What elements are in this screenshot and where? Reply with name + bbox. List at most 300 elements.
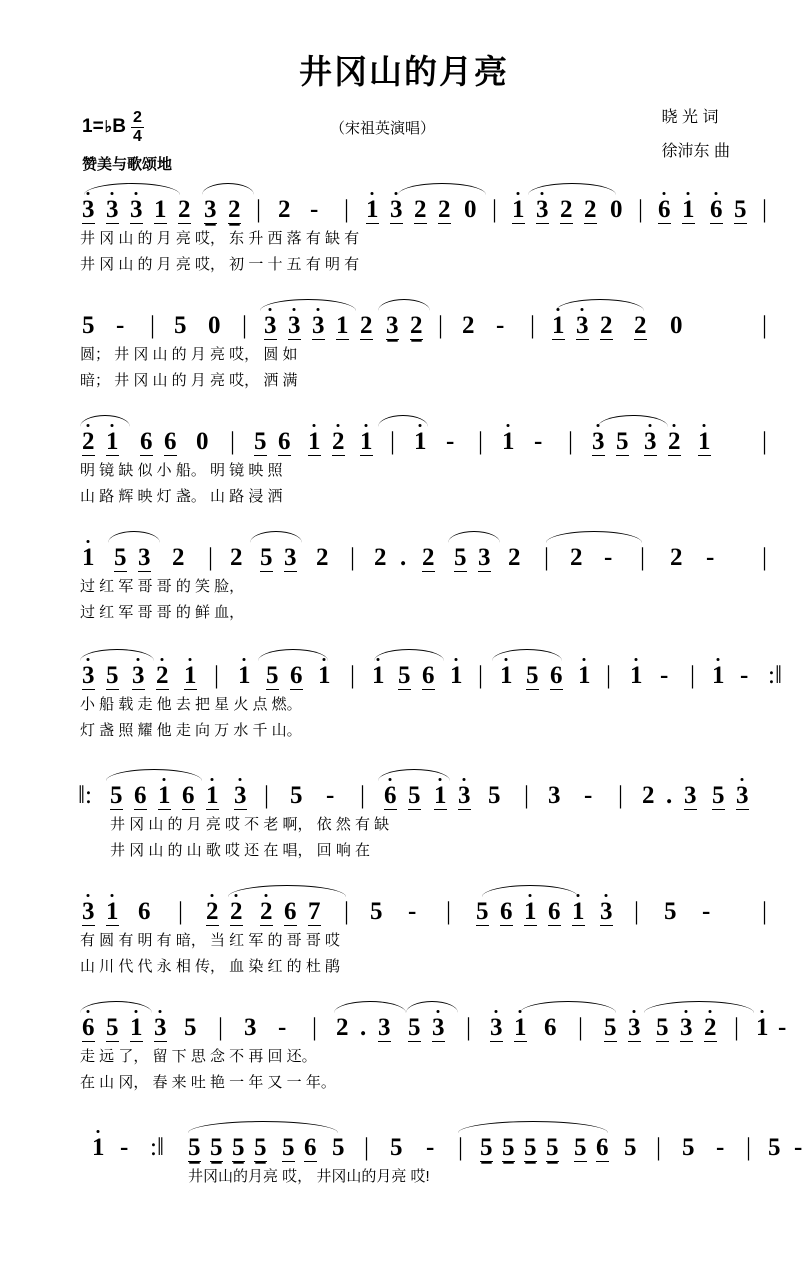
note: 1 [450, 662, 463, 689]
note: - [604, 544, 613, 571]
note: 5 [398, 662, 411, 689]
note: 3 [82, 196, 95, 223]
note: 6 [384, 782, 397, 809]
note: . [360, 1014, 367, 1041]
header-block [0, 93, 808, 171]
barline: | [458, 1134, 464, 1161]
lyric-text: 暗； 井 冈 山 的 月 亮 哎， 洒 满 [80, 372, 298, 389]
note: 6 [82, 1014, 95, 1041]
barline: | [734, 1014, 740, 1041]
lyric-line-5-verse-1 [78, 697, 730, 723]
lyric-text: 井 冈 山 的 月 亮 哎， 东 升 西 落 有 缺 有 [80, 230, 360, 247]
notation-line-8 [78, 1003, 787, 1049]
note: 1 [524, 898, 537, 925]
note: - [534, 428, 543, 455]
music-system-9 [78, 1123, 803, 1193]
note: 5 [106, 1014, 119, 1041]
slur [188, 1121, 338, 1133]
note: 2 [316, 544, 329, 571]
repeat-barline-end: :‖ [150, 1134, 164, 1161]
music-system-1 [78, 185, 768, 283]
note: 5 [524, 1134, 537, 1161]
note: 1 [336, 312, 349, 339]
note: 3 [628, 1014, 641, 1041]
slur [458, 1121, 608, 1133]
note: 5 [266, 662, 279, 689]
note: 2 [206, 898, 219, 925]
note: 1 [698, 428, 711, 455]
note: 1 [572, 898, 585, 925]
note: 5 [282, 1134, 295, 1161]
lyric-line-7-verse-2 [78, 959, 730, 985]
note: - [116, 312, 125, 339]
barline: | [690, 662, 696, 689]
barline: | [466, 1014, 472, 1041]
note: 5 [210, 1134, 223, 1161]
note: - [278, 1014, 287, 1041]
lyric-text: 小 船 载 走 他 去 把 星 火 点 燃。 [80, 696, 302, 713]
note: - [660, 662, 669, 689]
lyric-text: 井 冈 山 的 山 歌 哎 还 在 唱， 回 响 在 [110, 842, 371, 859]
note: 1 [158, 782, 171, 809]
note: 2 [374, 544, 387, 571]
slur [84, 183, 180, 195]
notation-line-4 [78, 533, 768, 579]
barline: | [578, 1014, 584, 1041]
note: 1 [82, 544, 95, 571]
barline: | [350, 662, 356, 689]
lyric-line-6-verse-2 [78, 843, 730, 869]
barline: | [492, 196, 498, 223]
note: 1 [154, 196, 167, 223]
note: 3 [284, 544, 297, 571]
barline: | [446, 898, 452, 925]
note: 5 [480, 1134, 493, 1161]
note: 2 [570, 544, 583, 571]
note: 2 [668, 428, 681, 455]
music-system-4 [78, 533, 768, 631]
note: 1 [238, 662, 251, 689]
note: 5 [768, 1134, 781, 1161]
note: 5 [476, 898, 489, 925]
slur [406, 1001, 458, 1013]
notation-line-6 [78, 771, 749, 817]
barline: | [214, 662, 220, 689]
note: 3 [138, 544, 151, 571]
note: 2 [584, 196, 597, 223]
slur [598, 415, 668, 427]
notation-line-9 [78, 1123, 803, 1169]
note: 5 [114, 544, 127, 571]
barline: | [312, 1014, 318, 1041]
music-system-8 [78, 1003, 787, 1101]
barline: | [344, 196, 350, 223]
note: 1 [130, 1014, 143, 1041]
notation-line-2 [78, 301, 768, 347]
barline: | [762, 312, 768, 339]
slur [644, 1001, 754, 1013]
note: 6 [284, 898, 297, 925]
note: 3 [490, 1014, 503, 1041]
notation-line-5 [78, 651, 782, 697]
note: 1 [512, 196, 525, 223]
note: - [326, 782, 335, 809]
lyric-line-8-verse-2 [78, 1075, 730, 1101]
lyric-line-1-verse-2 [78, 257, 730, 283]
note: 6 [140, 428, 153, 455]
barline: | [150, 312, 156, 339]
slur [80, 649, 154, 661]
note: 3 [432, 1014, 445, 1041]
barline: | [762, 196, 768, 223]
note: 5 [174, 312, 187, 339]
note: - [496, 312, 505, 339]
slur [448, 531, 500, 543]
note: 5 [184, 1014, 197, 1041]
note: - [408, 898, 417, 925]
note: 5 [502, 1134, 515, 1161]
note: 3 [82, 662, 95, 689]
lyric-text: 井 冈 山 的 月 亮 哎 不 老 啊， 依 然 有 缺 [110, 816, 390, 833]
note: 1 [414, 428, 427, 455]
note: 5 [734, 196, 747, 223]
note: 3 [82, 898, 95, 925]
note: 1 [578, 662, 591, 689]
repeat-barline-start: ‖: [78, 782, 92, 809]
lyric-line-8-verse-1 [78, 1049, 730, 1075]
note: 1 [500, 662, 513, 689]
notation-line-7 [78, 887, 768, 933]
notation-line-1 [78, 185, 768, 231]
note: 3 [736, 782, 749, 809]
lyric-text: 在 山 冈， 春 来 吐 艳 一 年 又 一 年。 [80, 1074, 336, 1091]
note: 5 [656, 1014, 669, 1041]
note: - [702, 898, 711, 925]
performer-note: （宋祖英演唱） [330, 120, 436, 137]
note: 1 [712, 662, 725, 689]
note: - [794, 1134, 803, 1161]
note: 0 [208, 312, 221, 339]
slur [546, 531, 642, 543]
note: 1 [92, 1134, 105, 1161]
note: 1 [366, 196, 379, 223]
note: 6 [710, 196, 723, 223]
music-system-5 [78, 651, 782, 749]
key-flat-icon: ♭ [104, 118, 113, 136]
barline: | [242, 312, 248, 339]
barline: | [390, 428, 396, 455]
note: - [446, 428, 455, 455]
barline: | [364, 1134, 370, 1161]
barline: | [218, 1014, 224, 1041]
lyric-text: 走 远 了， 留 下 思 念 不 再 回 还。 [80, 1048, 317, 1065]
barline: | [256, 196, 262, 223]
note: 6 [182, 782, 195, 809]
note: 5 [254, 1134, 267, 1161]
note: 3 [576, 312, 589, 339]
note: 2 [360, 312, 373, 339]
music-system-3 [78, 417, 768, 515]
slur [228, 885, 346, 897]
barline: | [360, 782, 366, 809]
note: 6 [550, 662, 563, 689]
lyric-text: 井 冈 山 的 月 亮 哎， 初 一 十 五 有 明 有 [80, 256, 360, 273]
note: 5 [574, 1134, 587, 1161]
barline: | [762, 544, 768, 571]
note: 2 [82, 428, 95, 455]
note: 1 [434, 782, 447, 809]
repeat-barline-end: :‖ [768, 662, 782, 689]
note: 2 [422, 544, 435, 571]
note: 2 [438, 196, 451, 223]
note: 1 [756, 1014, 769, 1041]
note: 5 [110, 782, 123, 809]
note: 5 [546, 1134, 559, 1161]
note: 2 [462, 312, 475, 339]
note: 2 [410, 312, 423, 339]
time-signature [131, 110, 144, 145]
note: 3 [244, 1014, 257, 1041]
barline: | [524, 782, 530, 809]
note: 5 [604, 1014, 617, 1041]
note: 5 [260, 544, 273, 571]
note: 6 [422, 662, 435, 689]
note: 1 [360, 428, 373, 455]
note: 3 [458, 782, 471, 809]
tempo-expression-mark: 赞美与歌颂地 [82, 156, 173, 173]
note: 5 [526, 662, 539, 689]
note: 5 [488, 782, 501, 809]
music-system-6 [78, 771, 749, 869]
barline: | [640, 544, 646, 571]
note: 2 [670, 544, 683, 571]
note: 3 [154, 1014, 167, 1041]
lyric-line-4-verse-1 [78, 579, 730, 605]
note: 2 [634, 312, 647, 339]
barline: | [762, 428, 768, 455]
barline: | [618, 782, 624, 809]
note: 5 [390, 1134, 403, 1161]
note: 6 [304, 1134, 317, 1161]
slur [492, 649, 562, 661]
note: 5 [616, 428, 629, 455]
note: 1 [502, 428, 515, 455]
note: 2 [228, 196, 241, 223]
note: . [400, 544, 407, 571]
note: 1 [106, 898, 119, 925]
note: 3 [600, 898, 613, 925]
note: 6 [596, 1134, 609, 1161]
note: 2 [642, 782, 655, 809]
note: 0 [610, 196, 623, 223]
note: 2 [230, 898, 243, 925]
note: 2 [260, 898, 273, 925]
note: - [584, 782, 593, 809]
lyric-line-3-verse-2 [78, 489, 730, 515]
note: 5 [232, 1134, 245, 1161]
note: 1 [682, 196, 695, 223]
lyric-text: 有 圆 有 明 有 暗， 当 红 军 的 哥 哥 哎 [80, 932, 341, 949]
barline: | [746, 1134, 752, 1161]
lyric-text: 过 红 军 哥 哥 的 鲜 血， [80, 604, 245, 621]
barline: | [178, 898, 184, 925]
barline: | [568, 428, 574, 455]
note: 3 [234, 782, 247, 809]
notation-line-3 [78, 417, 768, 463]
barline: | [478, 428, 484, 455]
barline: | [656, 1134, 662, 1161]
note: 3 [644, 428, 657, 455]
barline: | [634, 898, 640, 925]
note: 1 [552, 312, 565, 339]
barline: | [344, 898, 350, 925]
note: 1 [206, 782, 219, 809]
note: 3 [106, 196, 119, 223]
note: 5 [82, 312, 95, 339]
note: 2 [278, 196, 291, 223]
slur [202, 183, 254, 195]
note: 3 [386, 312, 399, 339]
note: 3 [680, 1014, 693, 1041]
note: 1 [184, 662, 197, 689]
slur [334, 1001, 406, 1013]
note: 3 [684, 782, 697, 809]
lyric-text: 山 川 代 代 永 相 传， 血 染 红 的 杜 鹃 [80, 958, 341, 975]
lyric-text: 过 红 军 哥 哥 的 笑 脸， [80, 578, 245, 595]
note: 5 [712, 782, 725, 809]
lyric-line-6-verse-1 [78, 817, 730, 843]
note: 2 [230, 544, 243, 571]
lyric-text: 井冈山的月亮 哎， 井冈山的月亮 哎! [188, 1168, 430, 1185]
barline: | [230, 428, 236, 455]
barline: | [264, 782, 270, 809]
note: 6 [138, 898, 151, 925]
note: 5 [254, 428, 267, 455]
note: 2 [704, 1014, 717, 1041]
note: 3 [478, 544, 491, 571]
note: 2 [508, 544, 521, 571]
note: 7 [308, 898, 321, 925]
slur [556, 299, 644, 311]
note: 3 [130, 196, 143, 223]
note: 3 [592, 428, 605, 455]
note: 1 [372, 662, 385, 689]
note: - [716, 1134, 725, 1161]
note: 0 [464, 196, 477, 223]
note: 2 [156, 662, 169, 689]
note: 1 [318, 662, 331, 689]
slur [520, 1001, 616, 1013]
music-system-2 [78, 301, 768, 399]
note: 5 [624, 1134, 637, 1161]
note: 3 [312, 312, 325, 339]
slur [260, 299, 356, 311]
lyric-line-4-verse-2 [78, 605, 730, 631]
key-label: 1= [82, 115, 104, 137]
key-name: B [112, 115, 126, 137]
note: 1 [630, 662, 643, 689]
note: 5 [682, 1134, 695, 1161]
note: 3 [536, 196, 549, 223]
note: 6 [290, 662, 303, 689]
barline: | [350, 544, 356, 571]
lyric-line-3-verse-1 [78, 463, 730, 489]
note: 2 [414, 196, 427, 223]
note: 1 [514, 1014, 527, 1041]
lyric-line-2-verse-1 [78, 347, 730, 373]
lyric-line-1-verse-1 [78, 231, 730, 257]
slur [258, 649, 328, 661]
lyric-text: 明 镜 缺 似 小 船。 明 镜 映 照 [80, 462, 283, 479]
note: 2 [172, 544, 185, 571]
note: 3 [264, 312, 277, 339]
credits-block [662, 101, 730, 169]
note: 3 [390, 196, 403, 223]
note: 3 [378, 1014, 391, 1041]
lyric-text: 灯 盏 照 耀 他 走 向 万 水 千 山。 [80, 722, 302, 739]
note: 2 [332, 428, 345, 455]
barline: | [530, 312, 536, 339]
note: 3 [288, 312, 301, 339]
note: - [310, 196, 319, 223]
page-title: 井冈山的月亮 [299, 53, 509, 90]
barline: | [638, 196, 644, 223]
key-signature [82, 109, 144, 144]
note: 5 [106, 662, 119, 689]
note: 0 [670, 312, 683, 339]
meter-numerator: 2 [132, 109, 142, 126]
note: 5 [290, 782, 303, 809]
lyric-text: 圆； 井 冈 山 的 月 亮 哎， 圆 如 [80, 346, 298, 363]
barline: | [606, 662, 612, 689]
note: . [666, 782, 673, 809]
note: 6 [544, 1014, 557, 1041]
barline: | [208, 544, 214, 571]
note: 5 [188, 1134, 201, 1161]
lyric-line-7-verse-1 [78, 933, 730, 959]
note: 1 [308, 428, 321, 455]
note: 5 [332, 1134, 345, 1161]
slur [106, 769, 202, 781]
slur [108, 531, 160, 543]
composer-credit: 徐沛东 曲 [661, 143, 730, 160]
note: 2 [560, 196, 573, 223]
slur [80, 1001, 152, 1013]
slur [378, 299, 430, 311]
note: 6 [134, 782, 147, 809]
note: - [706, 544, 715, 571]
note: 5 [664, 898, 677, 925]
note: 6 [500, 898, 513, 925]
note: 3 [204, 196, 217, 223]
note: 3 [548, 782, 561, 809]
meter-denominator: 4 [132, 128, 142, 145]
note: - [120, 1134, 129, 1161]
lyric-text: 山 路 辉 映 灯 盏。 山 路 浸 洒 [80, 488, 283, 505]
barline: | [478, 662, 484, 689]
note: - [778, 1014, 787, 1041]
note: 5 [370, 898, 383, 925]
slur [398, 183, 486, 195]
note: 0 [196, 428, 209, 455]
note: 5 [454, 544, 467, 571]
note: 2 [336, 1014, 349, 1041]
barline: | [544, 544, 550, 571]
lyricist-credit: 晓 光 词 [661, 109, 719, 126]
note: 1 [106, 428, 119, 455]
note: 5 [408, 782, 421, 809]
note: 2 [178, 196, 191, 223]
